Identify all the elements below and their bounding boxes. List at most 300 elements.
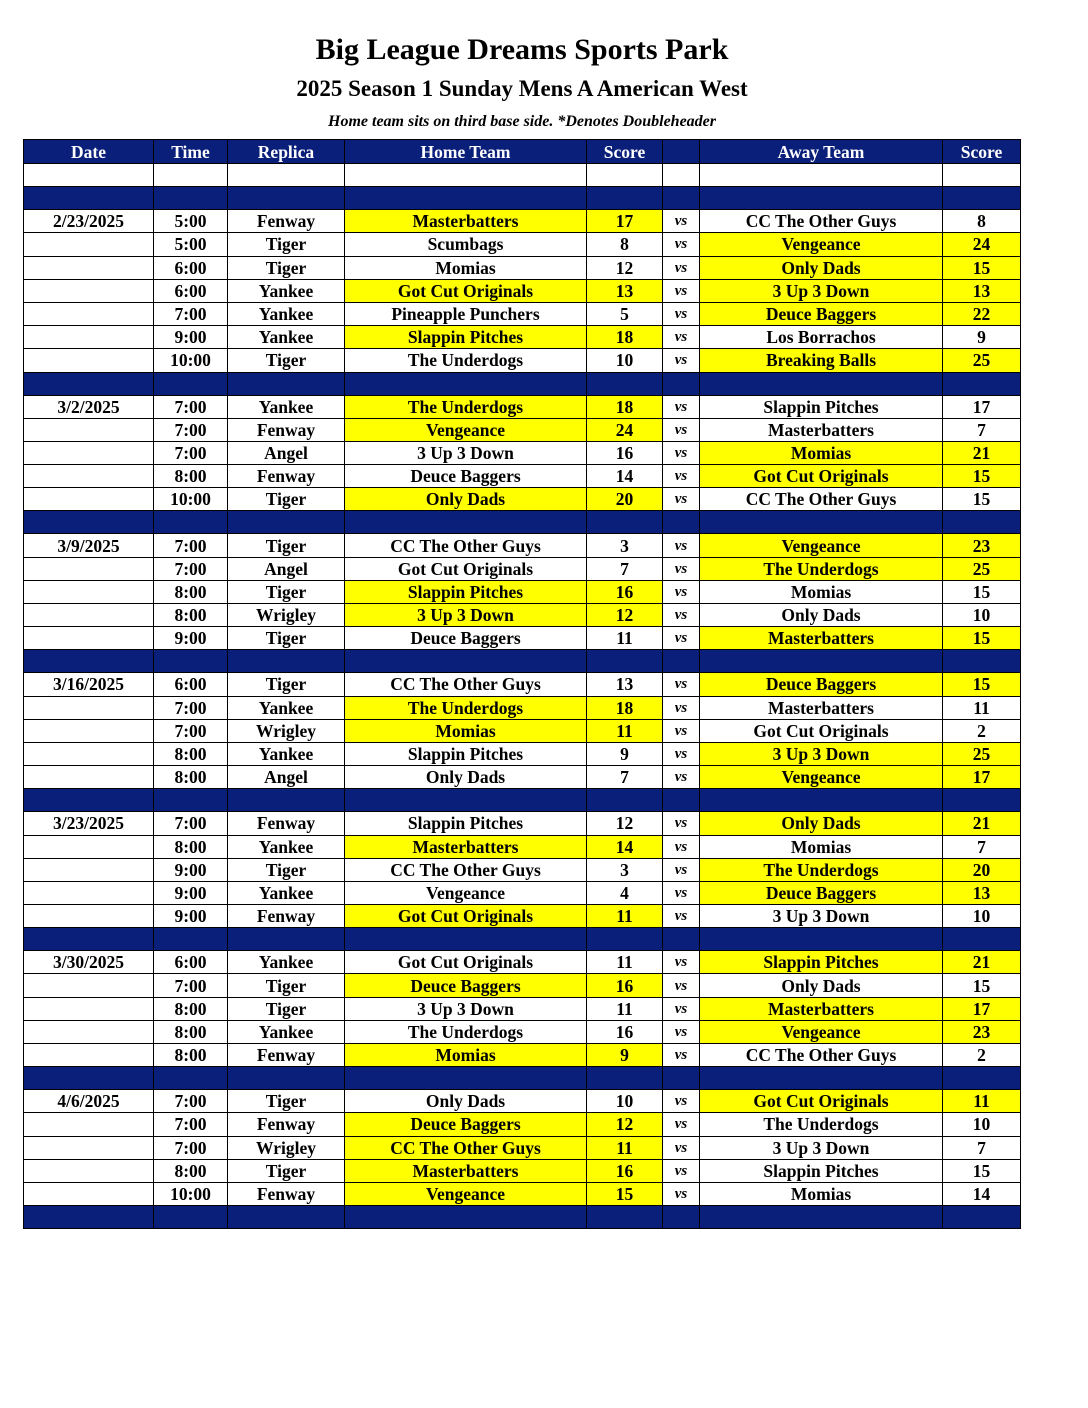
away-team: CC The Other Guys xyxy=(700,1044,943,1067)
vs-label: vs xyxy=(663,997,700,1020)
separator-row-cell xyxy=(700,372,943,395)
separator-row xyxy=(24,1206,1021,1229)
away-team: The Underdogs xyxy=(700,1113,943,1136)
game-date: 4/6/2025 xyxy=(24,1090,154,1113)
away-score: 22 xyxy=(943,302,1021,325)
away-score: 9 xyxy=(943,326,1021,349)
vs-label: vs xyxy=(663,279,700,302)
away-score: 8 xyxy=(943,210,1021,233)
away-score: 10 xyxy=(943,604,1021,627)
vs-label: vs xyxy=(663,557,700,580)
vs-label: vs xyxy=(663,349,700,372)
game-replica: Yankee xyxy=(228,1020,345,1043)
away-team: Only Dads xyxy=(700,256,943,279)
away-team: Momias xyxy=(700,580,943,603)
game-date xyxy=(24,326,154,349)
home-team: The Underdogs xyxy=(345,349,587,372)
separator-row-cell xyxy=(700,1206,943,1229)
separator-row-cell xyxy=(587,372,663,395)
separator-row xyxy=(24,789,1021,812)
separator-row-cell xyxy=(663,372,700,395)
blank-row-cell xyxy=(700,164,943,187)
game-date xyxy=(24,256,154,279)
home-team: Got Cut Originals xyxy=(345,557,587,580)
away-score: 13 xyxy=(943,881,1021,904)
game-time: 8:00 xyxy=(154,1020,228,1043)
home-score: 7 xyxy=(587,766,663,789)
separator-row-cell xyxy=(228,1067,345,1090)
game-row xyxy=(24,951,1021,974)
away-team: Vengeance xyxy=(700,1020,943,1043)
home-score: 11 xyxy=(587,951,663,974)
separator-row xyxy=(24,1067,1021,1090)
game-time: 10:00 xyxy=(154,488,228,511)
game-date xyxy=(24,488,154,511)
home-team: The Underdogs xyxy=(345,696,587,719)
away-score: 2 xyxy=(943,719,1021,742)
vs-label: vs xyxy=(663,534,700,557)
away-score: 20 xyxy=(943,858,1021,881)
game-replica: Tiger xyxy=(228,627,345,650)
vs-label: vs xyxy=(663,812,700,835)
home-team: Got Cut Originals xyxy=(345,951,587,974)
game-date xyxy=(24,696,154,719)
separator-row-cell xyxy=(587,650,663,673)
game-time: 10:00 xyxy=(154,349,228,372)
vs-label: vs xyxy=(663,580,700,603)
game-time: 7:00 xyxy=(154,812,228,835)
home-team: Scumbags xyxy=(345,233,587,256)
vs-label: vs xyxy=(663,1044,700,1067)
game-time: 6:00 xyxy=(154,951,228,974)
game-time: 9:00 xyxy=(154,858,228,881)
away-score: 14 xyxy=(943,1182,1021,1205)
game-replica: Yankee xyxy=(228,835,345,858)
vs-label: vs xyxy=(663,974,700,997)
vs-label: vs xyxy=(663,951,700,974)
game-time: 5:00 xyxy=(154,233,228,256)
away-team: CC The Other Guys xyxy=(700,488,943,511)
game-date xyxy=(24,465,154,488)
away-score: 21 xyxy=(943,812,1021,835)
home-score: 5 xyxy=(587,302,663,325)
game-row xyxy=(24,210,1021,233)
game-date xyxy=(24,233,154,256)
home-score: 15 xyxy=(587,1182,663,1205)
game-time: 8:00 xyxy=(154,766,228,789)
game-replica: Yankee xyxy=(228,881,345,904)
away-score: 17 xyxy=(943,395,1021,418)
home-team: Slappin Pitches xyxy=(345,326,587,349)
blank-row-cell xyxy=(228,164,345,187)
blank-row-cell xyxy=(587,164,663,187)
game-row xyxy=(24,905,1021,928)
game-date: 2/23/2025 xyxy=(24,210,154,233)
separator-row-cell xyxy=(24,372,154,395)
separator-row-cell xyxy=(24,1067,154,1090)
game-date xyxy=(24,302,154,325)
away-team: Masterbatters xyxy=(700,627,943,650)
vs-label: vs xyxy=(663,1020,700,1043)
vs-label: vs xyxy=(663,256,700,279)
game-replica: Tiger xyxy=(228,349,345,372)
home-score: 11 xyxy=(587,627,663,650)
away-score: 15 xyxy=(943,673,1021,696)
separator-row xyxy=(24,650,1021,673)
away-score: 15 xyxy=(943,256,1021,279)
header-away-score: Score xyxy=(943,140,1021,164)
away-score: 10 xyxy=(943,1113,1021,1136)
home-team: Pineapple Punchers xyxy=(345,302,587,325)
separator-row xyxy=(24,187,1021,210)
separator-row-cell xyxy=(345,1206,587,1229)
separator-row xyxy=(24,928,1021,951)
away-team: Only Dads xyxy=(700,604,943,627)
home-team: CC The Other Guys xyxy=(345,534,587,557)
separator-row-cell xyxy=(943,1206,1021,1229)
game-date xyxy=(24,997,154,1020)
away-score: 15 xyxy=(943,1159,1021,1182)
vs-label: vs xyxy=(663,742,700,765)
game-date xyxy=(24,580,154,603)
away-team: CC The Other Guys xyxy=(700,210,943,233)
home-score: 14 xyxy=(587,835,663,858)
game-time: 7:00 xyxy=(154,418,228,441)
separator-row-cell xyxy=(943,789,1021,812)
separator-row-cell xyxy=(943,372,1021,395)
home-score: 18 xyxy=(587,326,663,349)
away-team: Masterbatters xyxy=(700,418,943,441)
page-title: Big League Dreams Sports Park xyxy=(315,33,729,66)
vs-label: vs xyxy=(663,233,700,256)
vs-label: vs xyxy=(663,302,700,325)
home-team: Only Dads xyxy=(345,766,587,789)
home-team: Vengeance xyxy=(345,1182,587,1205)
game-time: 7:00 xyxy=(154,302,228,325)
game-date: 3/2/2025 xyxy=(24,395,154,418)
home-team: Got Cut Originals xyxy=(345,905,587,928)
home-score: 11 xyxy=(587,719,663,742)
game-replica: Tiger xyxy=(228,534,345,557)
separator-row-cell xyxy=(345,928,587,951)
away-team: Slappin Pitches xyxy=(700,951,943,974)
home-team: Vengeance xyxy=(345,418,587,441)
game-row xyxy=(24,580,1021,603)
vs-label: vs xyxy=(663,418,700,441)
home-team: Deuce Baggers xyxy=(345,465,587,488)
game-replica: Fenway xyxy=(228,210,345,233)
header-row xyxy=(24,140,1021,164)
separator-row-cell xyxy=(587,1206,663,1229)
away-team: Deuce Baggers xyxy=(700,302,943,325)
home-score: 12 xyxy=(587,1113,663,1136)
away-team: Masterbatters xyxy=(700,696,943,719)
separator-row-cell xyxy=(154,650,228,673)
game-time: 7:00 xyxy=(154,1113,228,1136)
separator-row-cell xyxy=(24,1206,154,1229)
separator-row-cell xyxy=(154,187,228,210)
away-score: 15 xyxy=(943,465,1021,488)
game-replica: Yankee xyxy=(228,395,345,418)
away-score: 7 xyxy=(943,418,1021,441)
separator-row-cell xyxy=(663,650,700,673)
separator-row-cell xyxy=(943,650,1021,673)
away-score: 25 xyxy=(943,742,1021,765)
away-team: The Underdogs xyxy=(700,858,943,881)
game-replica: Yankee xyxy=(228,326,345,349)
game-replica: Wrigley xyxy=(228,604,345,627)
separator-row-cell xyxy=(228,187,345,210)
game-replica: Wrigley xyxy=(228,1136,345,1159)
home-score: 17 xyxy=(587,210,663,233)
home-score: 4 xyxy=(587,881,663,904)
vs-label: vs xyxy=(663,210,700,233)
home-score: 12 xyxy=(587,812,663,835)
separator-row-cell xyxy=(587,1067,663,1090)
home-score: 11 xyxy=(587,1136,663,1159)
separator-row-cell xyxy=(663,928,700,951)
home-team: Masterbatters xyxy=(345,1159,587,1182)
away-team: Slappin Pitches xyxy=(700,395,943,418)
separator-row-cell xyxy=(154,789,228,812)
home-score: 8 xyxy=(587,233,663,256)
header-time: Time xyxy=(154,140,228,164)
separator-row-cell xyxy=(345,650,587,673)
header-home-team: Home Team xyxy=(345,140,587,164)
game-row xyxy=(24,974,1021,997)
game-row xyxy=(24,997,1021,1020)
game-row xyxy=(24,534,1021,557)
home-team: Momias xyxy=(345,719,587,742)
game-date xyxy=(24,719,154,742)
game-date xyxy=(24,1020,154,1043)
away-score: 13 xyxy=(943,279,1021,302)
home-team: Slappin Pitches xyxy=(345,742,587,765)
game-time: 8:00 xyxy=(154,997,228,1020)
game-row xyxy=(24,418,1021,441)
game-time: 9:00 xyxy=(154,326,228,349)
vs-label: vs xyxy=(663,696,700,719)
home-score: 9 xyxy=(587,742,663,765)
vs-label: vs xyxy=(663,627,700,650)
vs-label: vs xyxy=(663,835,700,858)
game-time: 7:00 xyxy=(154,974,228,997)
game-date xyxy=(24,881,154,904)
separator-row-cell xyxy=(663,511,700,534)
game-replica: Wrigley xyxy=(228,719,345,742)
home-team: Slappin Pitches xyxy=(345,812,587,835)
home-score: 16 xyxy=(587,1159,663,1182)
game-row xyxy=(24,349,1021,372)
game-replica: Fenway xyxy=(228,905,345,928)
game-row xyxy=(24,766,1021,789)
home-team: Only Dads xyxy=(345,488,587,511)
home-score: 12 xyxy=(587,256,663,279)
away-team: Only Dads xyxy=(700,974,943,997)
game-date xyxy=(24,279,154,302)
game-replica: Fenway xyxy=(228,1113,345,1136)
home-team: Deuce Baggers xyxy=(345,627,587,650)
game-row xyxy=(24,1136,1021,1159)
home-team: 3 Up 3 Down xyxy=(345,997,587,1020)
separator-row-cell xyxy=(943,1067,1021,1090)
away-score: 21 xyxy=(943,951,1021,974)
away-team: 3 Up 3 Down xyxy=(700,1136,943,1159)
header-replica: Replica xyxy=(228,140,345,164)
game-replica: Tiger xyxy=(228,858,345,881)
away-team: 3 Up 3 Down xyxy=(700,279,943,302)
separator-row-cell xyxy=(345,511,587,534)
home-score: 11 xyxy=(587,997,663,1020)
home-score: 13 xyxy=(587,279,663,302)
game-date xyxy=(24,1136,154,1159)
game-time: 9:00 xyxy=(154,627,228,650)
away-team: Masterbatters xyxy=(700,997,943,1020)
game-time: 6:00 xyxy=(154,256,228,279)
away-team: Vengeance xyxy=(700,534,943,557)
game-time: 8:00 xyxy=(154,465,228,488)
separator-row-cell xyxy=(345,789,587,812)
home-score: 9 xyxy=(587,1044,663,1067)
game-row xyxy=(24,1182,1021,1205)
separator-row-cell xyxy=(228,372,345,395)
away-team: Breaking Balls xyxy=(700,349,943,372)
separator-row-cell xyxy=(587,187,663,210)
away-team: 3 Up 3 Down xyxy=(700,742,943,765)
game-row xyxy=(24,326,1021,349)
game-date xyxy=(24,557,154,580)
vs-label: vs xyxy=(663,1113,700,1136)
away-score: 15 xyxy=(943,627,1021,650)
game-row xyxy=(24,627,1021,650)
separator-row xyxy=(24,511,1021,534)
separator-row-cell xyxy=(228,928,345,951)
game-row xyxy=(24,673,1021,696)
game-date xyxy=(24,1182,154,1205)
separator-row-cell xyxy=(24,187,154,210)
vs-label: vs xyxy=(663,488,700,511)
separator-row-cell xyxy=(345,1067,587,1090)
game-date xyxy=(24,1044,154,1067)
away-team: The Underdogs xyxy=(700,557,943,580)
away-score: 15 xyxy=(943,580,1021,603)
game-replica: Tiger xyxy=(228,488,345,511)
home-score: 14 xyxy=(587,465,663,488)
game-replica: Tiger xyxy=(228,256,345,279)
game-replica: Tiger xyxy=(228,1159,345,1182)
game-date: 3/9/2025 xyxy=(24,534,154,557)
game-time: 6:00 xyxy=(154,673,228,696)
game-row xyxy=(24,696,1021,719)
header-home-score: Score xyxy=(587,140,663,164)
game-row xyxy=(24,742,1021,765)
away-score: 7 xyxy=(943,835,1021,858)
game-time: 9:00 xyxy=(154,881,228,904)
home-team: Only Dads xyxy=(345,1090,587,1113)
away-score: 24 xyxy=(943,233,1021,256)
game-time: 7:00 xyxy=(154,395,228,418)
header-away-team: Away Team xyxy=(700,140,943,164)
separator-row-cell xyxy=(24,928,154,951)
game-replica: Angel xyxy=(228,766,345,789)
game-time: 6:00 xyxy=(154,279,228,302)
away-score: 15 xyxy=(943,488,1021,511)
game-row xyxy=(24,835,1021,858)
home-score: 16 xyxy=(587,580,663,603)
separator-row-cell xyxy=(700,928,943,951)
separator-row-cell xyxy=(154,511,228,534)
home-score: 18 xyxy=(587,696,663,719)
home-team: Masterbatters xyxy=(345,835,587,858)
vs-label: vs xyxy=(663,905,700,928)
game-row xyxy=(24,233,1021,256)
schedule-body xyxy=(24,164,1021,1229)
game-row xyxy=(24,881,1021,904)
separator-row-cell xyxy=(943,928,1021,951)
separator-row-cell xyxy=(24,511,154,534)
away-score: 23 xyxy=(943,534,1021,557)
home-score: 16 xyxy=(587,974,663,997)
game-time: 7:00 xyxy=(154,534,228,557)
game-date xyxy=(24,905,154,928)
game-row xyxy=(24,557,1021,580)
home-team: CC The Other Guys xyxy=(345,1136,587,1159)
game-replica: Tiger xyxy=(228,233,345,256)
game-replica: Fenway xyxy=(228,418,345,441)
separator-row-cell xyxy=(24,650,154,673)
game-date xyxy=(24,418,154,441)
away-score: 11 xyxy=(943,696,1021,719)
vs-label: vs xyxy=(663,881,700,904)
separator-row-cell xyxy=(700,511,943,534)
away-team: Momias xyxy=(700,441,943,464)
separator-row-cell xyxy=(663,1067,700,1090)
away-team: Got Cut Originals xyxy=(700,465,943,488)
schedule-table xyxy=(23,139,1021,1229)
away-score: 15 xyxy=(943,974,1021,997)
away-score: 2 xyxy=(943,1044,1021,1067)
separator-row-cell xyxy=(345,187,587,210)
home-score: 3 xyxy=(587,534,663,557)
home-score: 10 xyxy=(587,349,663,372)
vs-label: vs xyxy=(663,326,700,349)
vs-label: vs xyxy=(663,1136,700,1159)
game-time: 8:00 xyxy=(154,742,228,765)
game-time: 10:00 xyxy=(154,1182,228,1205)
vs-label: vs xyxy=(663,1182,700,1205)
game-time: 7:00 xyxy=(154,557,228,580)
blank-row-cell xyxy=(943,164,1021,187)
away-team: Momias xyxy=(700,835,943,858)
game-replica: Tiger xyxy=(228,673,345,696)
game-date xyxy=(24,974,154,997)
away-score: 11 xyxy=(943,1090,1021,1113)
away-team: Deuce Baggers xyxy=(700,673,943,696)
home-score: 12 xyxy=(587,604,663,627)
separator-row-cell xyxy=(663,789,700,812)
game-row xyxy=(24,465,1021,488)
separator-row-cell xyxy=(154,372,228,395)
blank-row-cell xyxy=(345,164,587,187)
game-date: 3/16/2025 xyxy=(24,673,154,696)
game-replica: Tiger xyxy=(228,1090,345,1113)
game-date xyxy=(24,349,154,372)
game-row xyxy=(24,441,1021,464)
separator-row-cell xyxy=(228,650,345,673)
game-date xyxy=(24,742,154,765)
game-replica: Tiger xyxy=(228,974,345,997)
away-score: 25 xyxy=(943,557,1021,580)
